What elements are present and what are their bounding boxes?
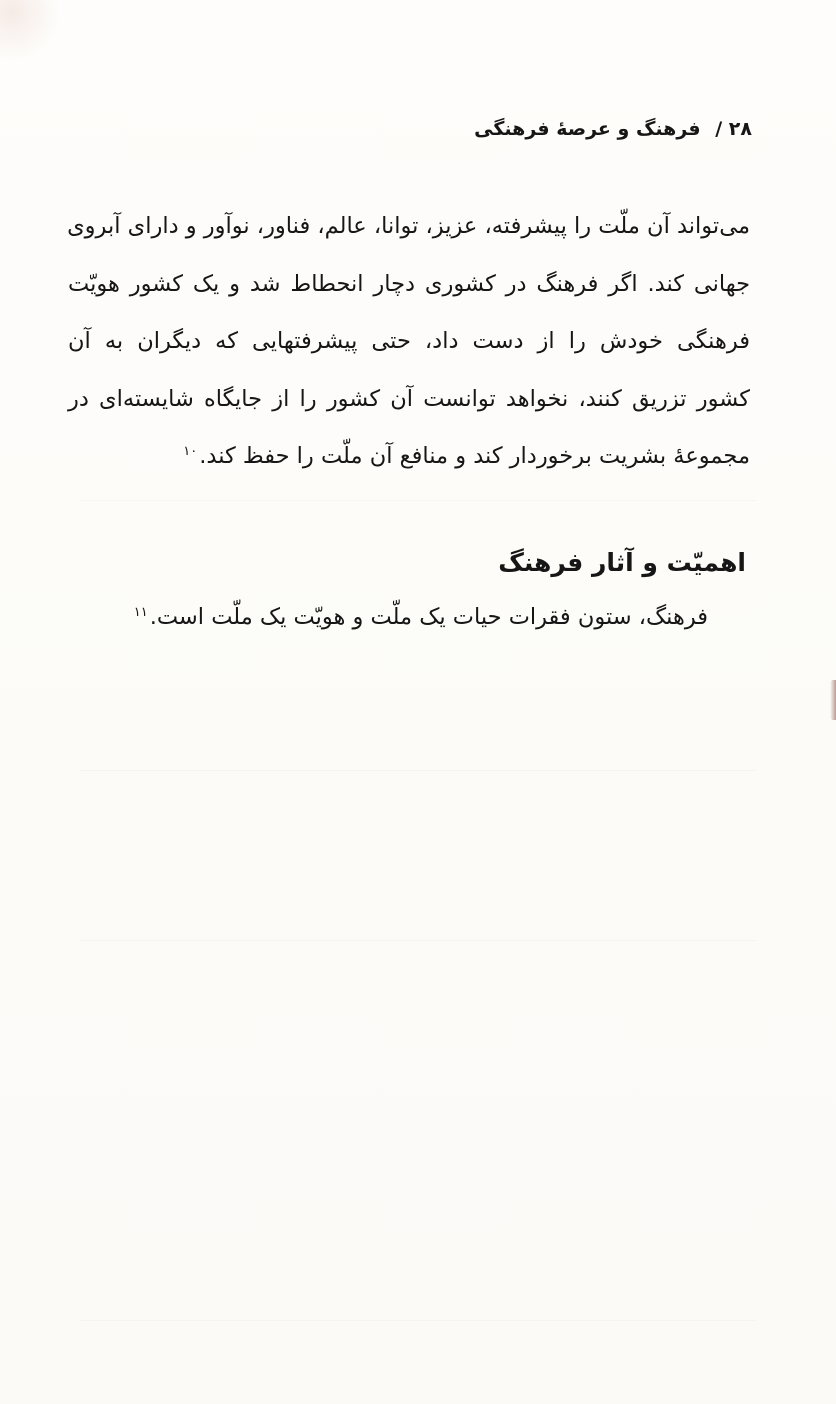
footnote-ref: ۱۰ <box>183 443 198 459</box>
body-paragraph <box>68 198 750 486</box>
section-paragraph <box>134 604 708 630</box>
bleed-through-line <box>80 500 756 501</box>
body-line: می‌تواند آن ملّت را پیشرفته، عزیز، توانا، عالم، فناور، نوآور و دارای آبروی <box>67 213 750 239</box>
body-line: کشور تزریق کنند، نخواهد توانست آن کشور را از جایگاه شایسته‌ای در <box>68 385 750 412</box>
body-line-last <box>68 428 750 486</box>
running-header <box>474 118 752 140</box>
bleed-through-line <box>80 770 756 771</box>
body-line: جهانی کند. اگر فرهنگ در کشوری دچار انحطاط شد و یک کشور هویّت <box>68 270 750 297</box>
bleed-through-line <box>80 1320 756 1321</box>
page-number: ۲۸ / <box>715 118 752 140</box>
paper-stain <box>0 0 60 60</box>
section-heading: اهمیّت و آثار فرهنگ <box>498 548 746 577</box>
section-text: فرهنگ، ستون فقرات حیات یک ملّت و هویّت یک ملّت است. <box>149 604 708 630</box>
page-edge-mark <box>830 680 836 720</box>
bleed-through-line <box>80 940 756 941</box>
body-line: مجموعهٔ بشریت برخوردار کند و منافع آن ملّت را حفظ کند. <box>199 443 750 469</box>
footnote-ref: ۱۱ <box>133 604 148 620</box>
book-title: فرهنگ و عرصهٔ فرهنگی <box>474 118 701 140</box>
body-line: فرهنگی خودش را از دست داد، حتی پیشرفتهایی که دیگران به آن <box>68 328 750 354</box>
